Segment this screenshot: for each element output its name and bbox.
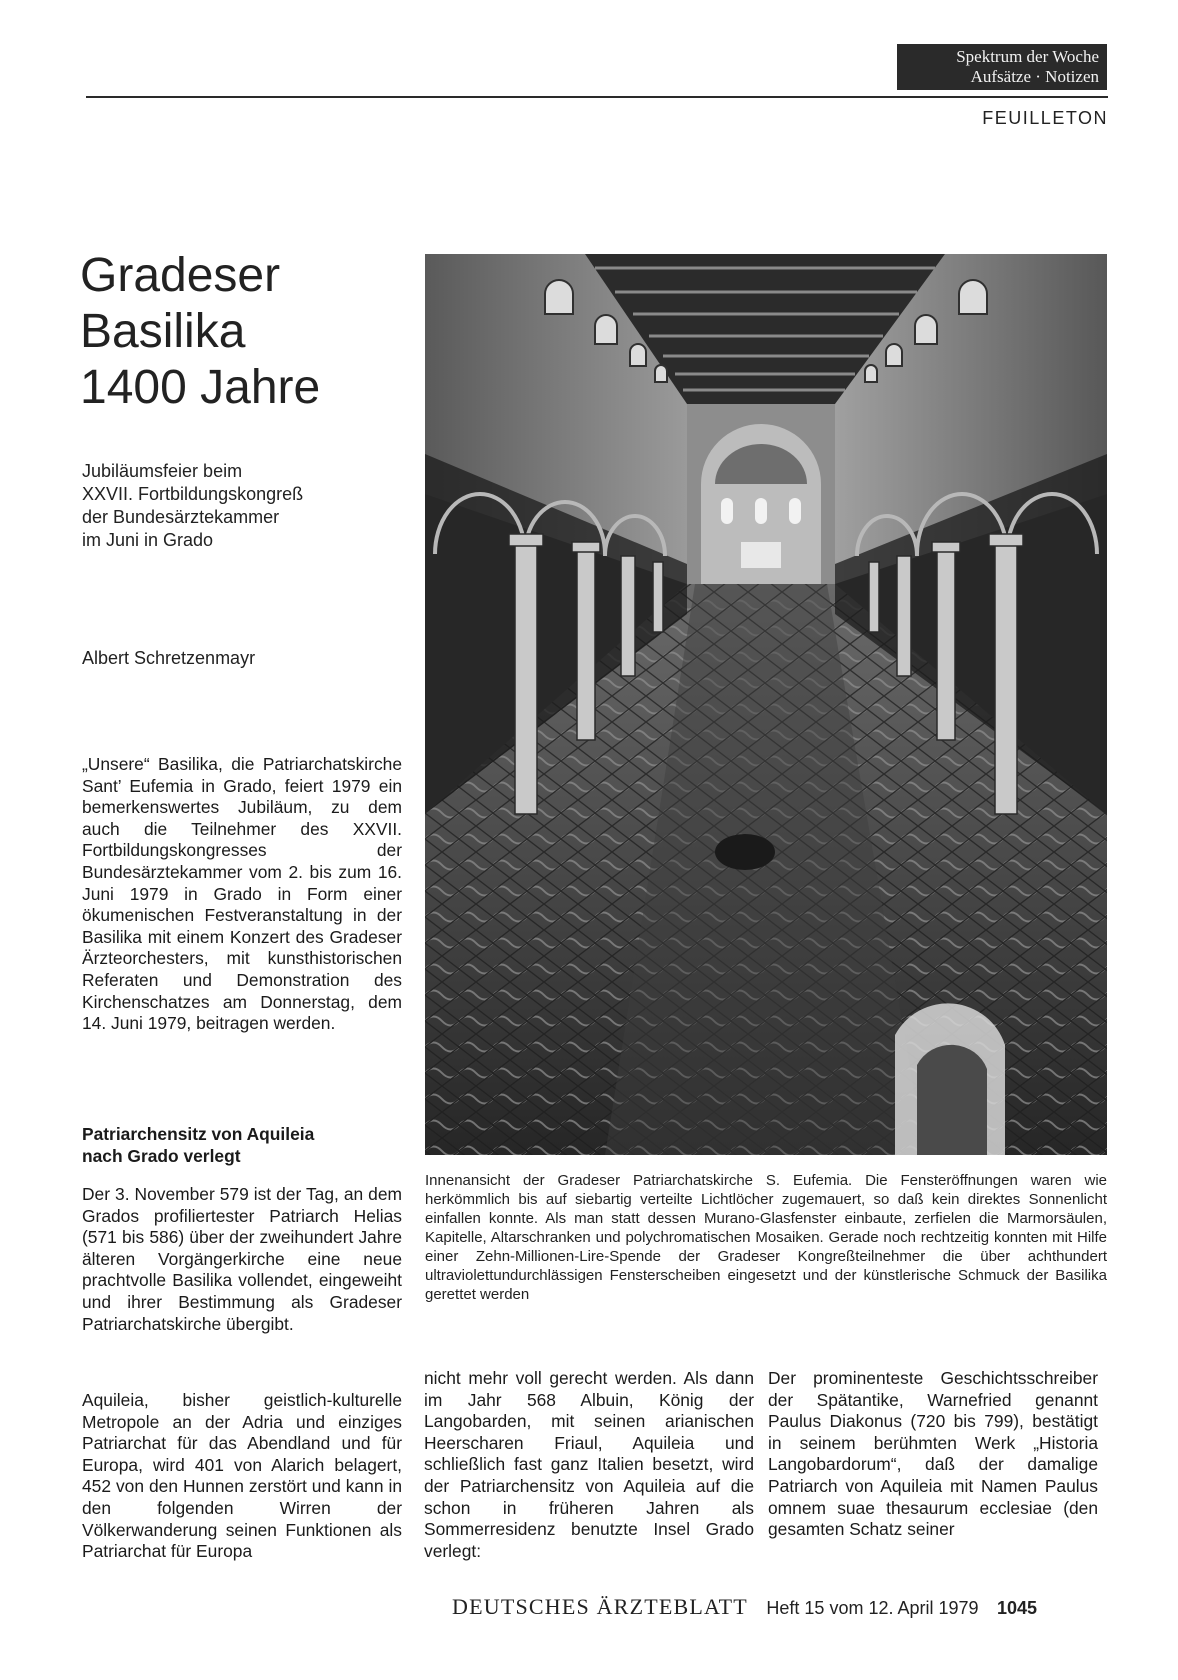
issue-info: Heft 15 vom 12. April 1979 xyxy=(766,1598,979,1618)
section-heading: Patriarchensitz von Aquileia nach Grado verlegt xyxy=(82,1124,315,1166)
journal-name: DEUTSCHES ÄRZTEBLATT xyxy=(452,1594,748,1619)
body-paragraph-4: Der prominenteste Geschichtsschreiber der Spätantike, Warnefried genannt Paulus Diakonus (720 bis 799), bestätigt in seinem berühmten Werk „Historia Langobardorum“, daß der damalige Patriarch von Aquileia mit Namen Paulus omnem suae thesaurum ecclesiae (den gesamten Schatz seiner xyxy=(768,1368,1098,1540)
page-number: 1045 xyxy=(996,1598,1038,1618)
body-paragraph-3: nicht mehr voll gerecht werden. Als dann im Jahr 568 Albuin, König der Langobarden, mit seinen arianischen Heerscharen Friaul, Aquileia und schließlich fast ganz Italien besetzt, wird der Patriarchensitz von Aquileia auf die schon in früheren Jahren als Sommerresidenz benutzte Insel Grado verlegt: xyxy=(424,1368,754,1561)
basilica-interior-photo xyxy=(425,254,1107,1155)
article-subtitle: Jubiläumsfeier beim XXVII. Fortbildungskongreß der Bundesärztekammer im Juni in Grado xyxy=(82,461,304,550)
article-title: Gradeser Basilika 1400 Jahre xyxy=(80,249,321,414)
photo-caption: Innenansicht der Gradeser Patriarchatskirche S. Eufemia. Die Fensteröffnungen waren wie herkömmlich bis auf siebartig verteilte Lichtlöcher zugemauert, so daß kein direktes Sonnenlicht einfallen konnte. Als man statt dessen Murano-Glasfenster einbaute, zerfielen die Marmorsäulen, Kapitelle, Altarschranken und polychromatischen Mosaiken. Gerade noch rechtzeitig konnten mit Hilfe einer Zehn-Millionen-Lire-Spende der Gradeser Kongreßteilnehmer die über achthundert ultraviolettundurchlässigen Fensterscheiben eingesetzt und der künstlerische Schmuck der Basilika gerettet werden xyxy=(425,1172,1107,1303)
section-label: FEUILLETON xyxy=(982,108,1108,128)
section-badge xyxy=(897,44,1107,90)
badge-line-2: Aufsätze · Notizen xyxy=(970,67,1099,86)
page-footer xyxy=(452,1594,1092,1620)
body-paragraph-1: Der 3. November 579 ist der Tag, an dem Grados profiliertester Patriarch Helias (571 bis 586) über der zweihundert Jahre älteren Vorgängerkirche eine neue prachtvolle Basilika vollendet, eingeweiht und ihrer Bestimmung als Gradeser Patriarchatskirche übergibt. xyxy=(82,1184,402,1334)
header-divider xyxy=(86,96,1108,98)
body-paragraph-2: Aquileia, bisher geistlich-kulturelle Metropole an der Adria und einziges Patriarchat für das Abendland und für Europa, wird 401 von Alarich belagert, 452 von den Hunnen zerstört und kann in den folgenden Wirren der Völkerwanderung seinen Funktionen als Patriarchat für Europa xyxy=(82,1390,402,1562)
intro-paragraph: „Unsere“ Basilika, die Patriarchatskirche Sant’ Eufemia in Grado, feiert 1979 ein bemerkenswertes Jubiläum, zu dem auch die Teilnehmer des XXVII. Fortbildungskongresses der Bundesärztekammer vom 2. bis zum 16. Juni 1979 in Grado in Form einer ökumenischen Festveranstaltung in der Basilika mit einem Konzert des Gradeser Ärzteorchesters, mit kunsthistorischen Referaten und Demonstration des Kirchenschatzes am Donnerstag, dem 14. Juni 1979, beitragen werden. xyxy=(82,754,402,1034)
badge-line-1: Spektrum der Woche xyxy=(956,47,1099,66)
author-name: Albert Schretzenmayr xyxy=(82,648,256,668)
basilica-photo-graphic xyxy=(425,254,1107,1155)
